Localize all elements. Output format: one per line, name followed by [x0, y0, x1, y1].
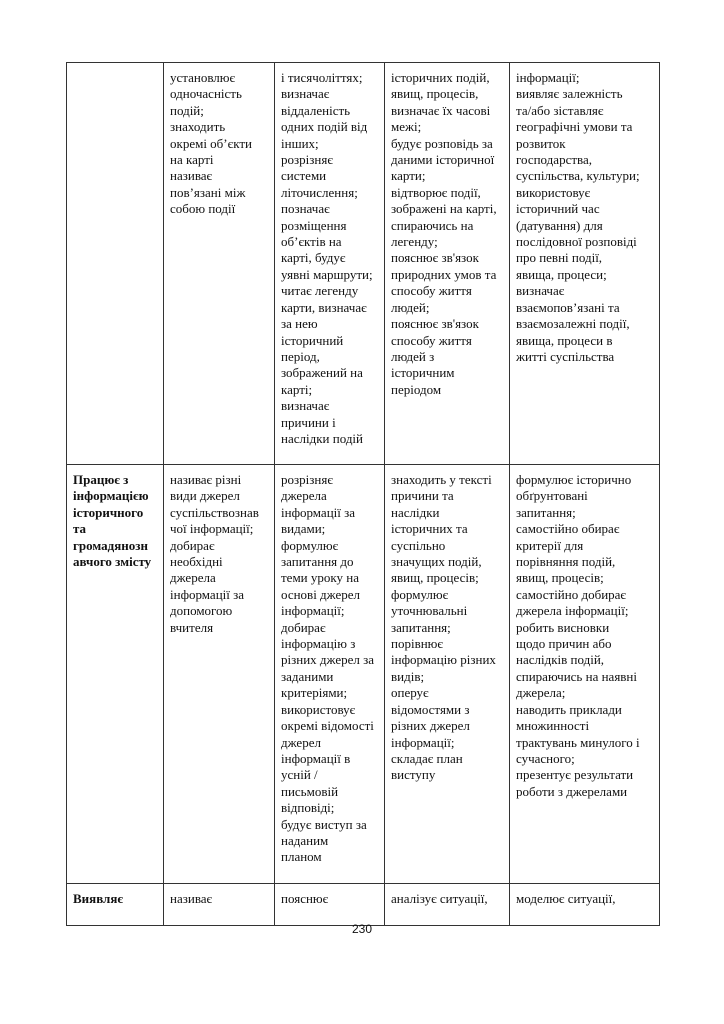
level-1-cell: [164, 465, 275, 884]
cell-text-line: історичний час: [516, 201, 600, 217]
cell-text-line: сучасного;: [516, 750, 575, 766]
cell-text-line: запитання до: [281, 554, 354, 570]
cell-text-line: читає легенду: [281, 283, 359, 299]
level-3-cell: [385, 884, 510, 926]
cell-text-line: наслідків подій,: [516, 652, 605, 668]
cell-text-line: межі;: [391, 119, 422, 135]
cell-text-line: карти, визначає: [281, 299, 367, 315]
page-number: 230: [351, 922, 373, 936]
cell-text-line: спираючись на наявні: [516, 668, 638, 684]
cell-text-line: літочислення;: [281, 184, 358, 200]
cell-text-line: періодом: [391, 381, 442, 397]
cell-text-line: історичних та: [391, 521, 468, 537]
level-3-cell: [385, 63, 510, 465]
cell-text-line: запитання;: [516, 504, 576, 520]
cell-text-line: причини і: [281, 414, 336, 430]
cell-text-line: легенду;: [391, 234, 438, 250]
cell-text-line: одночасність: [170, 86, 242, 102]
level-4-cell: [510, 884, 660, 926]
cell-text-line: наслідки: [391, 504, 440, 520]
cell-text-line: історичний: [281, 332, 344, 348]
level-1-cell: [164, 884, 275, 926]
cell-text-line: (датування) для: [516, 217, 603, 233]
cell-text-line: даними історичної: [391, 152, 495, 168]
cell-text-line: віддаленість: [281, 102, 351, 118]
cell-text-line: та/або зіставляє: [516, 102, 604, 118]
cell-text-line: пояснює: [281, 891, 329, 906]
cell-text-line: будує розповідь за: [391, 135, 493, 151]
cell-text-line: інформації;: [516, 70, 580, 85]
cell-text-line: критеріями;: [281, 685, 348, 701]
cell-text-line: інформації;: [281, 603, 345, 619]
cell-text-line: історичним: [391, 365, 455, 381]
cell-text-line: формулює: [391, 586, 449, 602]
cell-text-line: оперує: [391, 685, 429, 701]
cell-text-line: окремі відомості: [281, 718, 374, 734]
cell-text-line: знаходить: [170, 119, 226, 135]
cell-text-line: називає: [170, 168, 213, 184]
cell-text-line: виступу: [391, 767, 436, 783]
cell-text-line: презентує результати: [516, 767, 634, 783]
row-heading-cell: [67, 465, 164, 884]
cell-text-line: і тисячоліттях;: [281, 70, 363, 85]
cell-text-line: взаємозалежні події,: [516, 316, 630, 332]
cell-text-line: інших;: [281, 135, 319, 151]
cell-text-line: порівнює: [391, 636, 443, 652]
cell-text-line: уточнювальні: [391, 603, 468, 619]
cell-text-line: причини та: [391, 488, 454, 504]
cell-text-line: карти;: [391, 168, 426, 184]
cell-text-line: способу життя: [391, 283, 472, 299]
cell-text-line: господарства,: [516, 152, 593, 168]
cell-text-line: карті, будує: [281, 250, 346, 266]
table-row: [67, 465, 660, 884]
cell-text-line: на карті: [170, 152, 214, 168]
cell-text-line: джерела: [281, 488, 327, 504]
cell-text-line: Працює з: [73, 472, 129, 487]
cell-text-line: письмовій: [281, 783, 339, 799]
cell-text-line: визначає їх часові: [391, 102, 491, 118]
cell-text-line: суспільно: [391, 537, 446, 553]
cell-text-line: суспільствознав: [170, 504, 259, 520]
cell-text-line: називає різні: [170, 472, 242, 487]
cell-text-line: явищ, процесів;: [516, 570, 604, 586]
cell-text-line: моделює ситуації,: [516, 891, 616, 906]
cell-text-line: зображений на: [281, 365, 363, 381]
cell-text-line: будує виступ за: [281, 816, 367, 832]
cell-text-line: видами;: [281, 521, 326, 537]
cell-text-line: видів;: [391, 668, 425, 684]
cell-text-line: пов’язані між: [170, 184, 246, 200]
cell-text-line: явищ, процесів,: [391, 86, 479, 102]
cell-text-line: необхідні: [170, 554, 223, 570]
cell-text-line: людей з: [391, 348, 435, 364]
cell-text-line: історичного: [73, 504, 144, 520]
level-2-cell: [275, 465, 385, 884]
cell-text-line: знаходить у тексті: [391, 472, 492, 487]
cell-text-line: множинності: [516, 718, 590, 734]
cell-text-line: явищ, процесів;: [391, 570, 479, 586]
competency-table: [66, 62, 660, 926]
cell-text-line: трактувань минулого і: [516, 734, 640, 750]
level-4-cell: [510, 63, 660, 465]
cell-text-line: взаємопов’язані та: [516, 299, 620, 315]
cell-text-line: чої інформації;: [170, 521, 254, 537]
cell-text-line: допомогою: [170, 603, 233, 619]
cell-text-line: теми уроку на: [281, 570, 359, 586]
cell-text-line: карті;: [281, 381, 313, 397]
cell-text-line: зображені на карті,: [391, 201, 497, 217]
cell-text-line: обґрунтовані: [516, 488, 588, 504]
cell-text-line: робить висновки: [516, 619, 610, 635]
cell-text-line: житті суспільства: [516, 348, 615, 364]
cell-text-line: системи: [281, 168, 327, 184]
level-1-cell: [164, 63, 275, 465]
cell-text-line: визначає: [281, 86, 330, 102]
cell-text-line: розрізняє: [281, 472, 333, 487]
cell-text-line: спираючись на: [391, 217, 474, 233]
cell-text-line: джерела;: [516, 685, 566, 701]
cell-text-line: період,: [281, 348, 320, 364]
cell-text-line: історичних подій,: [391, 70, 490, 85]
cell-text-line: пояснює зв'язок: [391, 250, 479, 266]
cell-text-line: запитання;: [391, 619, 451, 635]
cell-text-line: за нею: [281, 316, 318, 332]
cell-text-line: одних подій від: [281, 119, 368, 135]
cell-text-line: інформації за: [170, 586, 245, 602]
cell-text-line: позначає: [281, 201, 330, 217]
cell-text-line: самостійно обирає: [516, 521, 620, 537]
cell-text-line: відомостями з: [391, 701, 470, 717]
cell-text-line: інформації;: [391, 734, 455, 750]
cell-text-line: види джерел: [170, 488, 240, 504]
level-2-cell: [275, 63, 385, 465]
cell-text-line: явища, процеси в: [516, 332, 613, 348]
cell-text-line: про певні події,: [516, 250, 603, 266]
cell-text-line: усній /: [281, 767, 318, 783]
cell-text-line: виявляє залежність: [516, 86, 623, 102]
cell-text-line: формулює: [281, 537, 339, 553]
table-row: [67, 63, 660, 465]
level-2-cell: [275, 884, 385, 926]
cell-text-line: окремі об’єкти: [170, 135, 252, 151]
cell-text-line: наслідки подій: [281, 430, 363, 446]
cell-text-line: розміщення: [281, 217, 347, 233]
cell-text-line: інформацією: [73, 488, 149, 504]
cell-text-line: добирає: [281, 619, 326, 635]
cell-text-line: різних джерел: [391, 718, 470, 734]
cell-text-line: географічні умови та: [516, 119, 633, 135]
cell-text-line: способу життя: [391, 332, 472, 348]
cell-text-line: розвиток: [516, 135, 566, 151]
cell-text-line: людей;: [391, 299, 430, 315]
cell-text-line: добирає: [170, 537, 215, 553]
level-4-cell: [510, 465, 660, 884]
cell-text-line: інформації в: [281, 750, 351, 766]
cell-text-line: вчителя: [170, 619, 214, 635]
cell-text-line: складає план: [391, 750, 463, 766]
table-row: [67, 884, 660, 926]
cell-text-line: критерії для: [516, 537, 584, 553]
cell-text-line: визначає: [516, 283, 565, 299]
cell-text-line: Виявляє: [73, 891, 123, 906]
cell-text-line: наданим: [281, 832, 329, 848]
cell-text-line: джерела інформації;: [516, 603, 629, 619]
cell-text-line: установлює: [170, 70, 236, 85]
cell-text-line: громадянозн: [73, 537, 148, 553]
cell-text-line: планом: [281, 849, 322, 865]
cell-text-line: значущих подій,: [391, 554, 482, 570]
cell-text-line: джерел: [281, 734, 321, 750]
cell-text-line: використовує: [281, 701, 356, 717]
cell-text-line: інформацію різних: [391, 652, 496, 668]
row-heading-cell: [67, 63, 164, 465]
cell-text-line: природних умов та: [391, 266, 497, 282]
cell-text-line: подій;: [170, 102, 204, 118]
cell-text-line: самостійно добирає: [516, 586, 627, 602]
cell-text-line: інформацію з: [281, 636, 356, 652]
row-heading-cell: [67, 884, 164, 926]
cell-text-line: щодо причин або: [516, 636, 612, 652]
cell-text-line: визначає: [281, 398, 330, 414]
cell-text-line: пояснює зв'язок: [391, 316, 479, 332]
cell-text-line: явища, процеси;: [516, 266, 607, 282]
cell-text-line: уявні маршрути;: [281, 266, 373, 282]
cell-text-line: використовує: [516, 184, 591, 200]
cell-text-line: різних джерел за: [281, 652, 375, 668]
cell-text-line: називає: [170, 891, 213, 906]
cell-text-line: формулює історично: [516, 472, 632, 487]
cell-text-line: інформації за: [281, 504, 356, 520]
cell-text-line: собою події: [170, 201, 236, 217]
cell-text-line: заданими: [281, 668, 334, 684]
cell-text-line: джерела: [170, 570, 216, 586]
cell-text-line: порівняння подій,: [516, 554, 616, 570]
cell-text-line: роботи з джерелами: [516, 783, 628, 799]
cell-text-line: відтворює події,: [391, 184, 481, 200]
cell-text-line: авчого змісту: [73, 554, 152, 570]
cell-text-line: суспільства, культури;: [516, 168, 640, 184]
cell-text-line: послідовної розповіді: [516, 234, 637, 250]
cell-text-line: наводить приклади: [516, 701, 622, 717]
cell-text-line: аналізує ситуації,: [391, 891, 488, 906]
cell-text-line: відповіді;: [281, 800, 335, 816]
cell-text-line: основі джерел: [281, 586, 361, 602]
level-3-cell: [385, 465, 510, 884]
cell-text-line: розрізняє: [281, 152, 333, 168]
cell-text-line: та: [73, 521, 87, 537]
cell-text-line: об’єктів на: [281, 234, 342, 250]
